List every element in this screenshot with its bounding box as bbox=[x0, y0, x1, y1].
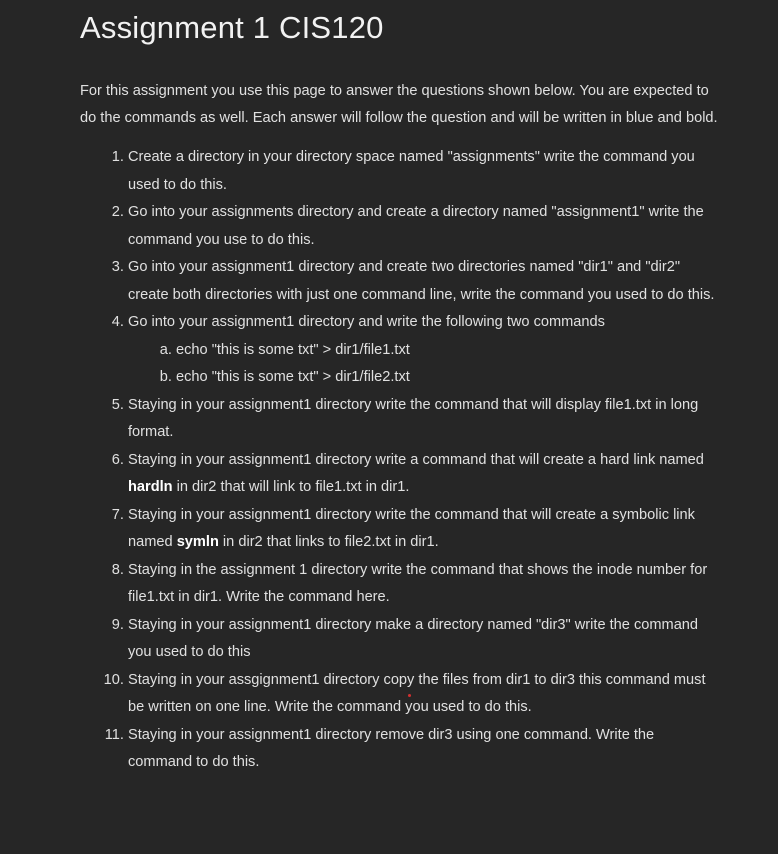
sub-command-list bbox=[128, 337, 720, 392]
question-item bbox=[128, 199, 720, 254]
question-text: Go into your assignments directory and create a directory named "assignment1" write the command you use to do this. bbox=[128, 204, 704, 248]
document-body bbox=[80, 8, 720, 777]
question-text: Staying in your assignment1 directory make a directory named "dir3" write the command you used to do this bbox=[128, 616, 699, 660]
question-text: Create a directory in your directory space named "assignments" write the command you used to do this. bbox=[128, 149, 695, 193]
question-item bbox=[128, 447, 720, 502]
sub-command-item: b. echo "this is some txt" > dir1/file2.txt bbox=[176, 364, 720, 392]
question-item bbox=[128, 502, 720, 557]
question-text bbox=[128, 507, 695, 551]
question-text: Go into your assignment1 directory and write the following two commands bbox=[128, 314, 605, 330]
question-item bbox=[128, 612, 720, 667]
question-text: Go into your assignment1 directory and create two directories named "dir1" and "dir2" create both directories with just one command line, write the command you used to do this. bbox=[128, 259, 715, 303]
question-item bbox=[128, 557, 720, 612]
bold-link-name: symln bbox=[176, 534, 219, 550]
question-item bbox=[128, 309, 720, 392]
bold-link-name: hardln bbox=[128, 479, 173, 495]
question-text-start: Staying in your assignment1 directory write a command that will create a hard link named bbox=[128, 451, 704, 468]
question-item bbox=[128, 667, 720, 722]
document-title: Assignment 1 CIS120 bbox=[80, 10, 384, 45]
question-text-end: in dir2 that links to file2.txt in dir1. bbox=[218, 534, 439, 550]
question-text: Staying in your assignment1 directory remove dir3 using one command. Write the command to do this. bbox=[128, 726, 655, 770]
question-text: Staying in the assignment 1 directory write the command that shows the inode number for file1.txt in dir1. Write the command here. bbox=[128, 561, 708, 605]
question-item bbox=[128, 392, 720, 447]
sub-command-item: a. echo "this is some txt" > dir1/file1.txt bbox=[176, 337, 720, 365]
question-text: Staying in your assgignment1 directory copy the files from dir1 to dir3 this command must be written on one line. Write the command you used to do this. bbox=[128, 671, 706, 715]
intro-paragraph: For this assignment you use this page to answer the questions shown below. You are expected to do the commands as well. Each answer will follow the question and will be written in blue and bold. bbox=[80, 83, 718, 126]
question-text bbox=[128, 452, 704, 496]
cursor-dot bbox=[408, 694, 411, 697]
question-item bbox=[128, 144, 720, 199]
question-list bbox=[80, 144, 720, 777]
question-text-end: in dir2 that will link to file1.txt in dir1. bbox=[172, 479, 410, 495]
question-item bbox=[128, 254, 720, 309]
question-text: Staying in your assignment1 directory write the command that will display file1.txt in long format. bbox=[128, 396, 699, 440]
question-item bbox=[128, 722, 720, 777]
question-text-start: Staying in your assignment1 directory write the command that will create a symbolic link named bbox=[128, 506, 695, 550]
